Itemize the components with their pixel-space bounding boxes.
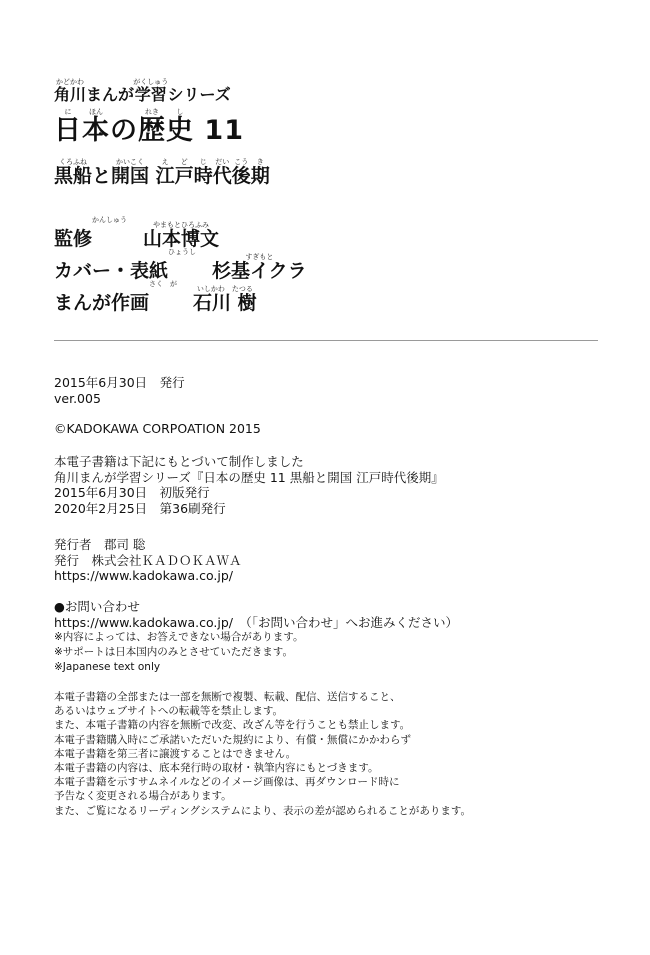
sub-ruby-ji: じ xyxy=(193,158,213,166)
legal-line: 本電子書籍の全部または一部を無断で複製、転載、配信、送信すること、 xyxy=(54,691,401,703)
inquiry-block xyxy=(54,599,458,675)
book-subtitle xyxy=(54,158,270,192)
inquiry-note: ※サポートは日本国内のみとさせていただきます。 xyxy=(54,646,293,658)
title-no: の xyxy=(110,115,138,146)
credit-cover-role-ruby: ひょうし xyxy=(168,248,197,256)
credit-cover-name-text: 杉基イクラ xyxy=(212,260,307,282)
source-line: 2015年6月30日 初版発行 xyxy=(54,485,210,500)
title-volume: 11 xyxy=(204,115,244,146)
sub-kaikoku: 開国かいこく xyxy=(111,158,150,187)
inquiry-url-line: https://www.kadokawa.co.jp/ （「お問い合わせ」へお進みください） xyxy=(54,614,458,630)
section-divider xyxy=(54,340,598,341)
sub-ji: 時じ xyxy=(193,158,213,187)
series-series: シリーズ xyxy=(167,85,231,104)
legal-line: あるいはウェブサイトへの転載等を禁止します。 xyxy=(54,705,284,718)
title-reki: 歴れき xyxy=(138,108,166,146)
publisher-line: 発行者 郡司 聡 xyxy=(54,537,146,552)
publication-date: 2015年6月30日 発行 xyxy=(54,375,185,390)
title-ruby-hon: ほん xyxy=(82,108,110,116)
sub-kurofune: 黒船くろふね xyxy=(54,158,93,187)
publication-date-block xyxy=(54,375,185,406)
source-line: 2020年2月25日 第36刷発行 xyxy=(54,500,226,516)
credit-manga-role xyxy=(54,280,177,319)
inquiry-heading: ●お問い合わせ xyxy=(54,599,140,614)
publisher-line: 発行 株式会社ＫＡＤＯＫＡＷＡ xyxy=(54,552,242,568)
publisher-block xyxy=(54,537,242,584)
credit-supervision-role-text: 監修 xyxy=(54,228,93,250)
sub-ruby-ki: き xyxy=(250,158,270,166)
legal-line: 予告なく変更される場合があります。 xyxy=(54,790,232,803)
sub-to: と xyxy=(92,165,112,187)
sub-ruby-dai: だい xyxy=(212,158,232,166)
sub-ruby-do: ど xyxy=(174,158,194,166)
title-hon: 本ほん xyxy=(82,108,110,146)
publisher-url: https://www.kadokawa.co.jp/ xyxy=(54,568,233,583)
book-title xyxy=(54,108,244,152)
credit-manga-name-text: 石川 樹 xyxy=(193,292,257,314)
sub-dai: 代だい xyxy=(212,158,232,187)
credit-manga xyxy=(54,280,257,319)
sub-kou: 後こう xyxy=(231,158,251,187)
legal-line: 本電子書籍購入時にご承諾いただいた規約により、有償・無償にかかわらず xyxy=(54,733,411,746)
series-ruby-2: がくしゅう xyxy=(133,78,169,86)
source-line: 本電子書籍は下記にもとづいて制作しました xyxy=(54,454,304,469)
title-ni: 日に xyxy=(54,108,82,146)
sub-e: 江え xyxy=(155,158,175,187)
series-manga: まんが xyxy=(86,85,135,104)
credit-manga-name-ruby: いしかわ たつる xyxy=(193,285,257,293)
credit-supervision-role-ruby: かんしゅう xyxy=(92,216,128,224)
credit-supervision-name-text: 山本博文 xyxy=(143,228,220,250)
sub-ruby-kaikoku: かいこく xyxy=(111,158,150,166)
inquiry-note: ※Japanese text only xyxy=(54,661,161,673)
series-ruby-1: かどかわ xyxy=(54,78,86,86)
series-kadokawa: 角川かどかわ xyxy=(54,78,87,104)
legal-line: また、本電子書籍の内容を無断で改変、改ざん等を行うことも禁止します。 xyxy=(54,719,411,732)
inquiry-note: ※内容によっては、お答えできない場合があります。 xyxy=(54,631,304,643)
legal-line: 本電子書籍の内容は、底本発行時の取材・執筆内容にもとづきます。 xyxy=(54,762,379,775)
sub-ruby-kurofune: くろふね xyxy=(54,158,92,166)
credit-cover-role-text: カバー・表紙 xyxy=(54,260,169,282)
copyright-line: ©KADOKAWA CORPOATION 2015 xyxy=(54,421,261,436)
series-name xyxy=(54,78,231,110)
credit-cover-name-ruby: すぎもと xyxy=(212,253,307,261)
credit-cover-name xyxy=(212,253,307,282)
legal-notice-block xyxy=(54,690,471,818)
credit-supervision-name-ruby: やまもとひろふみ xyxy=(143,221,220,229)
legal-line: 本電子書籍を示すサムネイルなどのイメージ画像は、再ダウンロード時に xyxy=(54,776,400,789)
sub-do: 戸ど xyxy=(174,158,194,187)
credit-manga-name xyxy=(193,285,257,314)
title-ruby-reki: れき xyxy=(138,108,166,116)
title-ruby-shi: し xyxy=(166,108,194,116)
credit-manga-role-text: まんが作画 xyxy=(54,292,150,314)
sub-ki: 期き xyxy=(250,158,270,187)
publication-version: ver.005 xyxy=(54,390,101,406)
source-line: 角川まんが学習シリーズ『日本の歴史 11 黒船と開国 江戸時代後期』 xyxy=(54,469,444,485)
source-edition-block xyxy=(54,454,444,516)
title-shi: 史し xyxy=(166,108,194,146)
legal-line: また、ご覧になるリーディングシステムにより、表示の差が認められることがあります。 xyxy=(54,804,472,817)
copyright-block xyxy=(54,421,261,437)
sub-ruby-e: え xyxy=(155,158,175,166)
legal-line: 本電子書籍を第三者に譲渡することはできません。 xyxy=(54,747,297,760)
series-gakushu: 学習がくしゅう xyxy=(133,78,169,104)
credit-supervision-name xyxy=(143,221,220,250)
sub-ruby-kou: こう xyxy=(231,158,251,166)
title-ruby-ni: に xyxy=(54,108,82,116)
credit-manga-role-ruby: さく が xyxy=(149,280,178,288)
